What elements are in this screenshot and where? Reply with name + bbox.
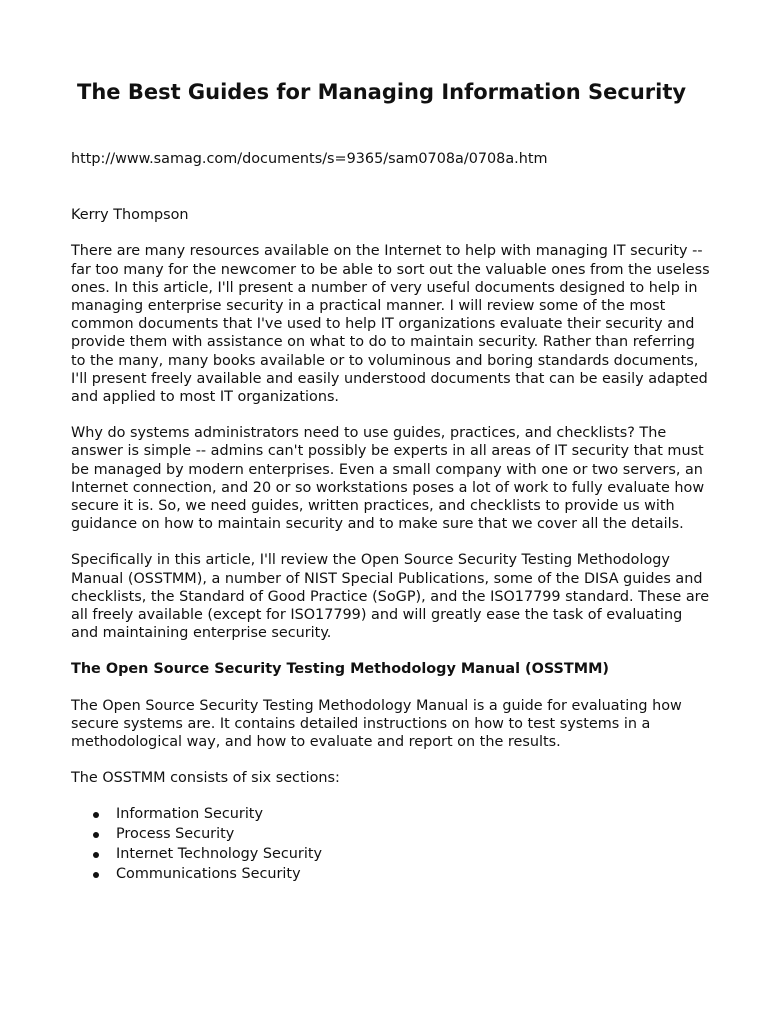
bullet-icon [93,872,99,878]
author-name: Kerry Thompson [71,207,189,224]
list-lead: The OSSTMM consists of six sections: [71,770,340,787]
paragraph-specifically: Specifically in this article, I'll review the Open Source Security Testing Methodology Manual (OSSTMM), a number of NIST Special Publications, some of the DISA guides and checklists, the Standard of Good Practice (SoGP), and the ISO17799 standard. These are all freely available (except for ISO17799) and will greatly ease the task of evaluating and maintaining enterprise security. [71,552,710,642]
paragraph-why: Why do systems administrators need to use guides, practices, and checklists? The answer is simple -- admins can't possibly be experts in all areas of IT security that must be managed by modern enterprises. Even a small company with one or two servers, an Internet connection, and 20 or so workstations poses a lot of work to fully evaluate how secure it is. So, we need guides, written practices, and checklists to provide us with guidance on how to maintain security and to make sure that we cover all the details. [71,425,705,533]
osstmm-sections-list [71,805,711,884]
list-item-label: Communications Security [116,865,301,882]
section-heading-osstmm: The Open Source Security Testing Methodology Manual (OSSTMM) [71,661,609,678]
paragraph-intro: There are many resources available on the Internet to help with managing IT security -- far too many for the newcomer to be able to sort out the valuable ones from the useless ones. In this article, I'll present a number of very useful documents designed to help in managing enterprise security in a practical manner. I will review some of the most common documents that I've used to help IT organizations evaluate their security and provide them with assistance on what to do to maintain security. Rather than referring to the many, many books available or to voluminous and boring standards documents, I'll present freely available and easily understood documents that can be easily adapted and applied to most IT organizations. [71,243,710,406]
section-intro: The Open Source Security Testing Methodology Manual is a guide for evaluating how secure systems are. It contains detailed instructions on how to test systems in a methodological way, and how to evaluate and report on the results. [71,697,682,751]
list-item [116,825,711,845]
list-item [116,865,711,885]
list-item [116,845,711,865]
bullet-icon [93,852,99,858]
list-item-label: Information Security [116,806,263,823]
list-item-label: Internet Technology Security [116,846,322,863]
document-body [71,150,711,885]
bullet-icon [93,812,99,818]
bullet-icon [93,832,99,838]
list-item-label: Process Security [116,826,235,843]
source-url: http://www.samag.com/documents/s=9365/sam0708a/0708a.htm [71,151,548,167]
list-item [116,805,711,825]
document-title: The Best Guides for Managing Information Security [77,80,687,104]
